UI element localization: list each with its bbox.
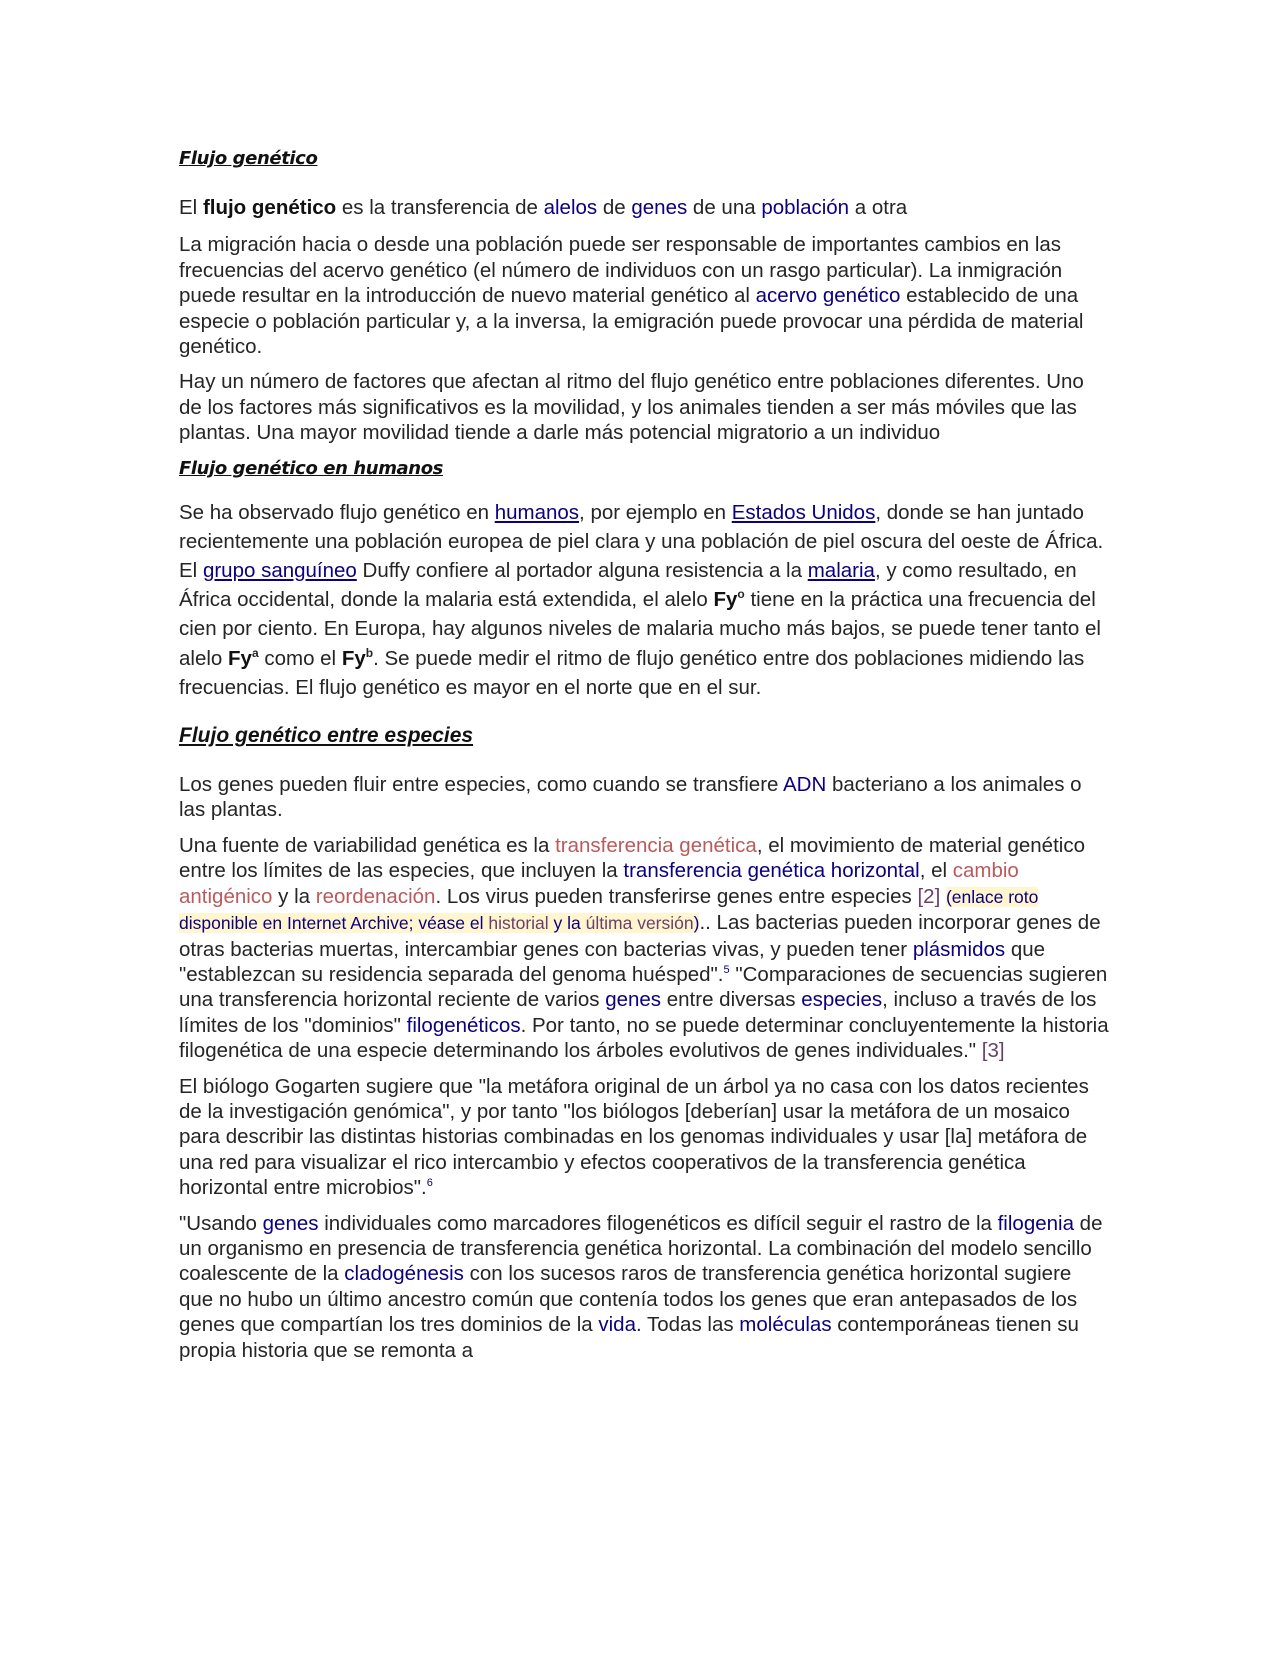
link-especies[interactable]: especies xyxy=(801,988,883,1012)
footnote-6[interactable]: 6 xyxy=(426,1177,433,1190)
link-transferencia-horizontal[interactable]: transferencia genética horizontal xyxy=(623,859,920,883)
section-heading-flujo-genetico: Flujo genético xyxy=(179,148,318,169)
paragraph-adn: Los genes pueden fluir entre especies, como cuando se transfiere ADN bacteriano a los animales o las plantas. xyxy=(179,773,1082,822)
link-historial[interactable]: historial xyxy=(488,913,549,934)
section-heading-especies: Flujo genético entre especies xyxy=(179,724,474,748)
lead-paragraph: El flujo genético es la transferencia de alelos de genes de una población a otra xyxy=(179,196,908,219)
paragraph-gogarten: El biólogo Gogarten sugiere que "la metáfora original de un árbol ya no casa con los datos recientes de la investigación genómica", y por tanto "los biólogos [deberían] usar la metáfora de un mosaico para describir las distintas historias combinadas en los genomas individuales y usar [la] metáfora de una red para visualizar el rico intercambio y efectos cooperativos de la transferencia genética horizontal entre microbios".$^6$ xyxy=(179,1074,1089,1200)
paragraph-humanos: Se ha observado flujo genético en humanos, por ejemplo en Estados Unidos, donde se han juntado recientemente una población europea de piel clara y una población de piel oscura del oeste de África. El grupo sanguíneo Duffy confiere al portador alguna resistencia a la malaria, y como resultado, en África occidental, donde la malaria está extendida, el alelo Fy$^o$ tiene en la práctica una frecuencia del cien por ciento. En Europa, hay algunos niveles de malaria mucho más bajos, se puede tener tanto el alelo Fy$^a$ como el Fy$^b$. Se puede medir el ritmo de flujo genético entre dos poblaciones midiendo las frecuencias. El flujo genético es mayor en el norte que en el sur. xyxy=(179,500,1104,699)
link-malaria[interactable]: malaria xyxy=(807,559,875,583)
reference-2[interactable]: [2] xyxy=(917,884,941,908)
link-filogenia[interactable]: filogenia xyxy=(997,1211,1074,1235)
link-reordenacion[interactable]: reordenación xyxy=(315,884,436,908)
link-adn[interactable]: ADN xyxy=(783,773,827,797)
paragraph-factores: Hay un número de factores que afectan al ritmo del flujo genético entre poblaciones diferentes. Uno de los factores más significativos es la movilidad, y los animales tienden a ser más móviles que las plantas. Una mayor movilidad tiende a darle más potencial migratorio a un individuo xyxy=(179,370,1084,445)
link-ultima-version[interactable]: última versión xyxy=(585,913,694,934)
link-cladogenesis[interactable]: cladogénesis xyxy=(344,1262,464,1286)
link-transferencia-genetica[interactable]: transferencia genética xyxy=(555,833,757,857)
link-genes-2[interactable]: genes xyxy=(605,988,662,1012)
link-vida[interactable]: vida xyxy=(598,1313,636,1337)
reference-3[interactable]: [3] xyxy=(981,1039,1005,1063)
link-acervo-genetico[interactable]: acervo genético xyxy=(755,284,901,308)
footnote-5[interactable]: 5 xyxy=(723,964,730,977)
section-heading-humanos: Flujo genético en humanos xyxy=(179,457,443,479)
link-moleculas[interactable]: moléculas xyxy=(739,1313,832,1337)
link-alelos[interactable]: alelos xyxy=(543,196,598,219)
link-humanos[interactable]: humanos xyxy=(494,500,580,524)
link-filogeneticos[interactable]: filogenéticos xyxy=(406,1013,521,1037)
document-body xyxy=(179,148,1109,1363)
link-grupo-sanguineo[interactable]: grupo sanguíneo xyxy=(202,559,357,583)
link-genes-3[interactable]: genes xyxy=(262,1211,319,1235)
link-estados-unidos[interactable]: Estados Unidos xyxy=(731,500,876,524)
paragraph-usando-genes: "Usando genes individuales como marcadores filogenéticos es difícil seguir el rastro de la filogenia de un organismo en presencia de transferencia genética horizontal. La combinación del modelo sencillo coalescente de la cladogénesis con los sucesos raros de transferencia genética horizontal sugiere que no hubo un último ancestro común que contenía todos los genes que eran antepasados de los genes que compartían los tres dominios de la vida. Todas las moléculas contemporáneas tienen su propia historia que se remonta a xyxy=(179,1211,1103,1362)
link-cambio-antigenico[interactable]: cambio antigénico xyxy=(179,859,1019,908)
link-genes[interactable]: genes xyxy=(631,196,688,219)
link-poblacion[interactable]: población xyxy=(761,196,850,219)
paragraph-migracion: La migración hacia o desde una población puede ser responsable de importantes cambios en las frecuencias del acervo genético (el número de individuos con un rasgo particular). La inmigración puede resultar en la introducción de nuevo material genético al acervo genético establecido de una especie o población particular y, a la inversa, la emigración puede provocar una pérdida de material genético. xyxy=(179,233,1084,359)
broken-link-note: (enlace roto disponible en Internet Archive; véase el historial y la última versión) xyxy=(179,886,1039,934)
paragraph-variabilidad: Una fuente de variabilidad genética es la transferencia genética, el movimiento de material genético entre los límites de las especies, que incluyen la transferencia genética horizontal, el cambio antigénico y la reordenación. Los virus pueden transferirse genes entre especies [2] (enlace roto disponible en Internet Archive; véase el historial y la última versión).. Las bacterias pueden incorporar genes de otras bacterias muertas, intercambiar genes con bacterias vivas, y pueden tener plásmidos que "establezcan su residencia separada del genoma huésped".$^5$ "Comparaciones de secuencias sugieren una transferencia horizontal reciente de varios genes entre diversas especies, incluso a través de los límites de los "dominios" filogenéticos. Por tanto, no se puede determinar concluyentemente la historia filogenética de una especie determinando los árboles evolutivos de genes individuales." [3] xyxy=(179,833,1109,1063)
link-plasmidos[interactable]: plásmidos xyxy=(912,937,1006,961)
